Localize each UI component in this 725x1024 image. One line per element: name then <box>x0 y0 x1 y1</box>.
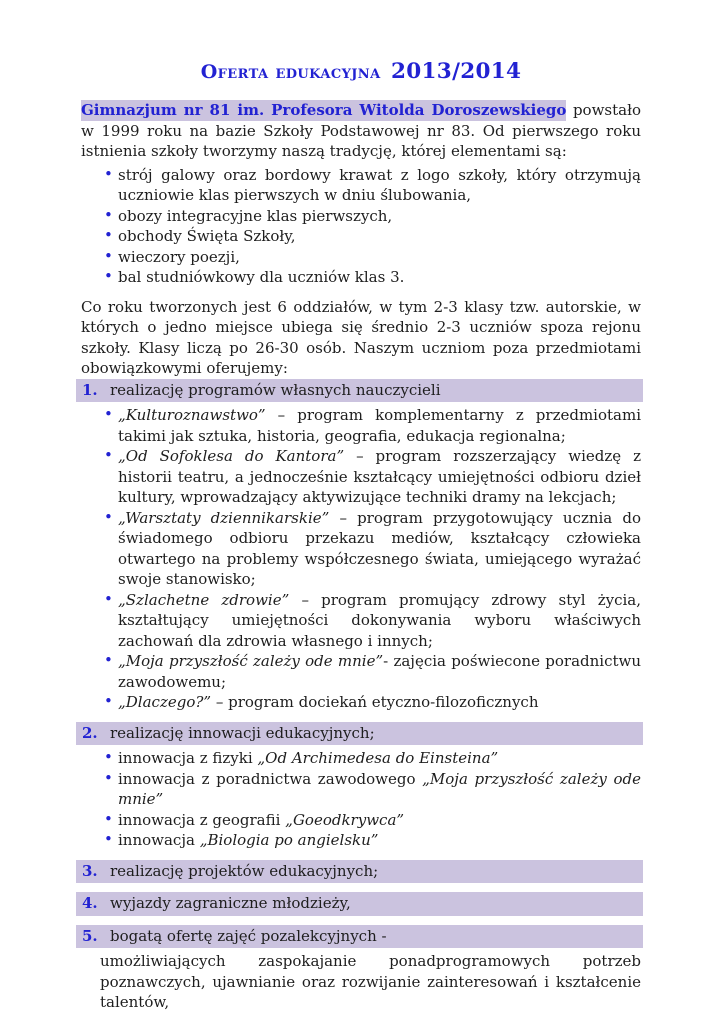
title-year: 2013/2014 <box>391 59 522 84</box>
tradition-item-text: obchody Święta Szkoły, <box>118 227 296 245</box>
bullet-icon: • <box>104 809 113 828</box>
bullet-icon: • <box>104 205 113 224</box>
bullet-icon: • <box>104 446 113 464</box>
program-desc: – program przygotowujący ucznia do świadomego odbioru przekazu mediów, kształcący człowieka otwartego na problemy współczesnego świata, umiejącego wyrażać swoje stanowisko; <box>118 508 642 588</box>
bullet-icon: • <box>104 405 113 423</box>
innovation-pre: innowacja <box>118 831 200 849</box>
tradition-item <box>81 165 641 206</box>
offer-item-5-continuation <box>81 951 641 1013</box>
tradition-item-text: bal studniówkowy dla uczniów klas 3. <box>118 268 405 286</box>
program-item <box>81 590 641 652</box>
tradition-list <box>81 165 641 288</box>
bullet-icon: • <box>104 226 113 244</box>
intro-paragraph <box>81 100 641 162</box>
innovation-pre: innowacja z fizyki <box>118 749 258 767</box>
intro-rest: powstało w 1999 roku na bazie Szkoły Podstawowej nr 83. Od pierwszego roku istnienia szkoły tworzymy naszą tradycję, której elementami są: <box>81 101 641 160</box>
tradition-item <box>81 267 641 288</box>
offer-item-number: 2. <box>82 723 98 742</box>
program-name: „Od Sofoklesa do Kantora” <box>118 447 345 465</box>
page-title <box>81 56 641 85</box>
tradition-item-text: strój galowy oraz bordowy krawat z logo szkoły, który otrzymują uczniowie klas pierwszych w dniu ślubowania, <box>118 165 641 204</box>
offer-item-3 <box>76 860 643 884</box>
offer-item-label: realizację programów własnych nauczycieli <box>110 380 441 399</box>
classes-paragraph: Co roku tworzonych jest 6 oddziałów, w tym 2-3 klasy tzw. autorskie, w których o jedno miejsce ubiega się średnio 2-3 uczniów spoza rejonu szkoły. Klasy liczą po 26-30 osób. Naszym uczniom poza przedmiotami obowiązkowymi oferujemy: <box>81 297 641 377</box>
offer-item-number: 5. <box>82 926 98 945</box>
program-desc: – program promujący zdrowy styl życia, kształtujący umiejętności dokonywania wyboru właściwych zachowań dla zdrowia własnego i innych; <box>118 590 641 650</box>
innovations-list <box>81 748 641 851</box>
program-desc: - zajęcia poświecone poradnictwu zawodowemu; <box>118 652 642 691</box>
innovation-pre: innowacja z geografii <box>118 810 286 829</box>
innovation-item <box>81 830 641 851</box>
continuation-line: umożliwiających zaspokajanie ponadprogramowych potrzeb poznawczych, <box>100 952 641 991</box>
bullet-icon: • <box>104 267 113 285</box>
program-desc: – program dociekań etyczno-filozoficznych <box>211 693 539 711</box>
offer-item-label: realizację innowacji edukacyjnych; <box>110 723 375 742</box>
bullet-icon: • <box>104 651 113 669</box>
continuation-line: ujawnianie oraz rozwijanie zainteresowań i kształcenie talentów, <box>100 972 641 1011</box>
offer-item-number: 4. <box>82 894 98 912</box>
program-name: „Dlaczego?” <box>118 693 212 711</box>
program-item <box>81 508 641 590</box>
tradition-item <box>81 206 641 227</box>
bullet-icon: • <box>104 692 113 710</box>
bullet-icon: • <box>104 768 113 787</box>
tradition-item-text: obozy integracyjne klas pierwszych, <box>118 206 393 225</box>
innovation-pre: innowacja z poradnictwa zawodowego <box>118 769 423 788</box>
program-item <box>81 405 641 446</box>
innovation-name: „Biologia po angielsku” <box>199 831 379 849</box>
bullet-icon: • <box>104 507 113 526</box>
innovation-name: „Od Archimedesa do Einsteina” <box>257 749 499 767</box>
offer-item-label: bogatą ofertę zajęć pozalekcyjnych - <box>110 926 387 945</box>
program-item <box>81 692 641 713</box>
tradition-item-text: wieczory poezji, <box>118 247 240 266</box>
bullet-icon: • <box>104 246 113 265</box>
bullet-icon: • <box>104 748 113 766</box>
offer-item-number: 3. <box>82 861 98 880</box>
tradition-item <box>81 226 641 247</box>
school-name-highlight: Gimnazjum nr 81 im. Profesora Witolda Doroszewskiego <box>81 101 567 119</box>
innovation-item <box>81 810 641 831</box>
program-name: „Moja przyszłość zależy ode mnie” <box>118 652 384 670</box>
offer-item-1 <box>76 379 643 403</box>
offer-item-label: wyjazdy zagraniczne młodzieży, <box>110 894 351 912</box>
bullet-icon: • <box>104 164 113 183</box>
bullet-icon: • <box>104 830 113 848</box>
program-name: „Warsztaty dziennikarskie” <box>118 508 330 527</box>
program-name: „Szlachetne zdrowie” <box>118 590 290 609</box>
title-text: Oferta edukacyjna <box>200 61 381 83</box>
tradition-item <box>81 247 641 268</box>
innovation-name: „Goeodkrywca” <box>285 810 405 829</box>
innovation-item <box>81 769 641 810</box>
program-item <box>81 651 641 692</box>
offer-item-label: realizację projektów edukacyjnych; <box>110 861 379 880</box>
program-desc: – program rozszerzający wiedzę z historii teatru, a jednocześnie kształcący umiejętności odbioru dzieł kultury, wprowadzający aktywizujące techniki dramy na lekcjach; <box>118 447 641 506</box>
offer-item-5 <box>76 925 643 949</box>
bullet-icon: • <box>104 589 113 608</box>
innovation-name: „Moja przyszłość zależy ode mnie” <box>118 769 641 808</box>
offer-item-number: 1. <box>82 380 98 399</box>
program-name: „Kulturoznawstwo” <box>118 406 266 424</box>
offer-item-2 <box>76 722 643 746</box>
program-item <box>81 446 641 508</box>
offer-item-4 <box>76 892 643 916</box>
programs-list <box>81 405 641 713</box>
program-desc: – program komplementarny z przedmiotami takimi jak sztuka, historia, geografia, edukacja regionalna; <box>118 406 641 445</box>
innovation-item <box>81 748 641 769</box>
